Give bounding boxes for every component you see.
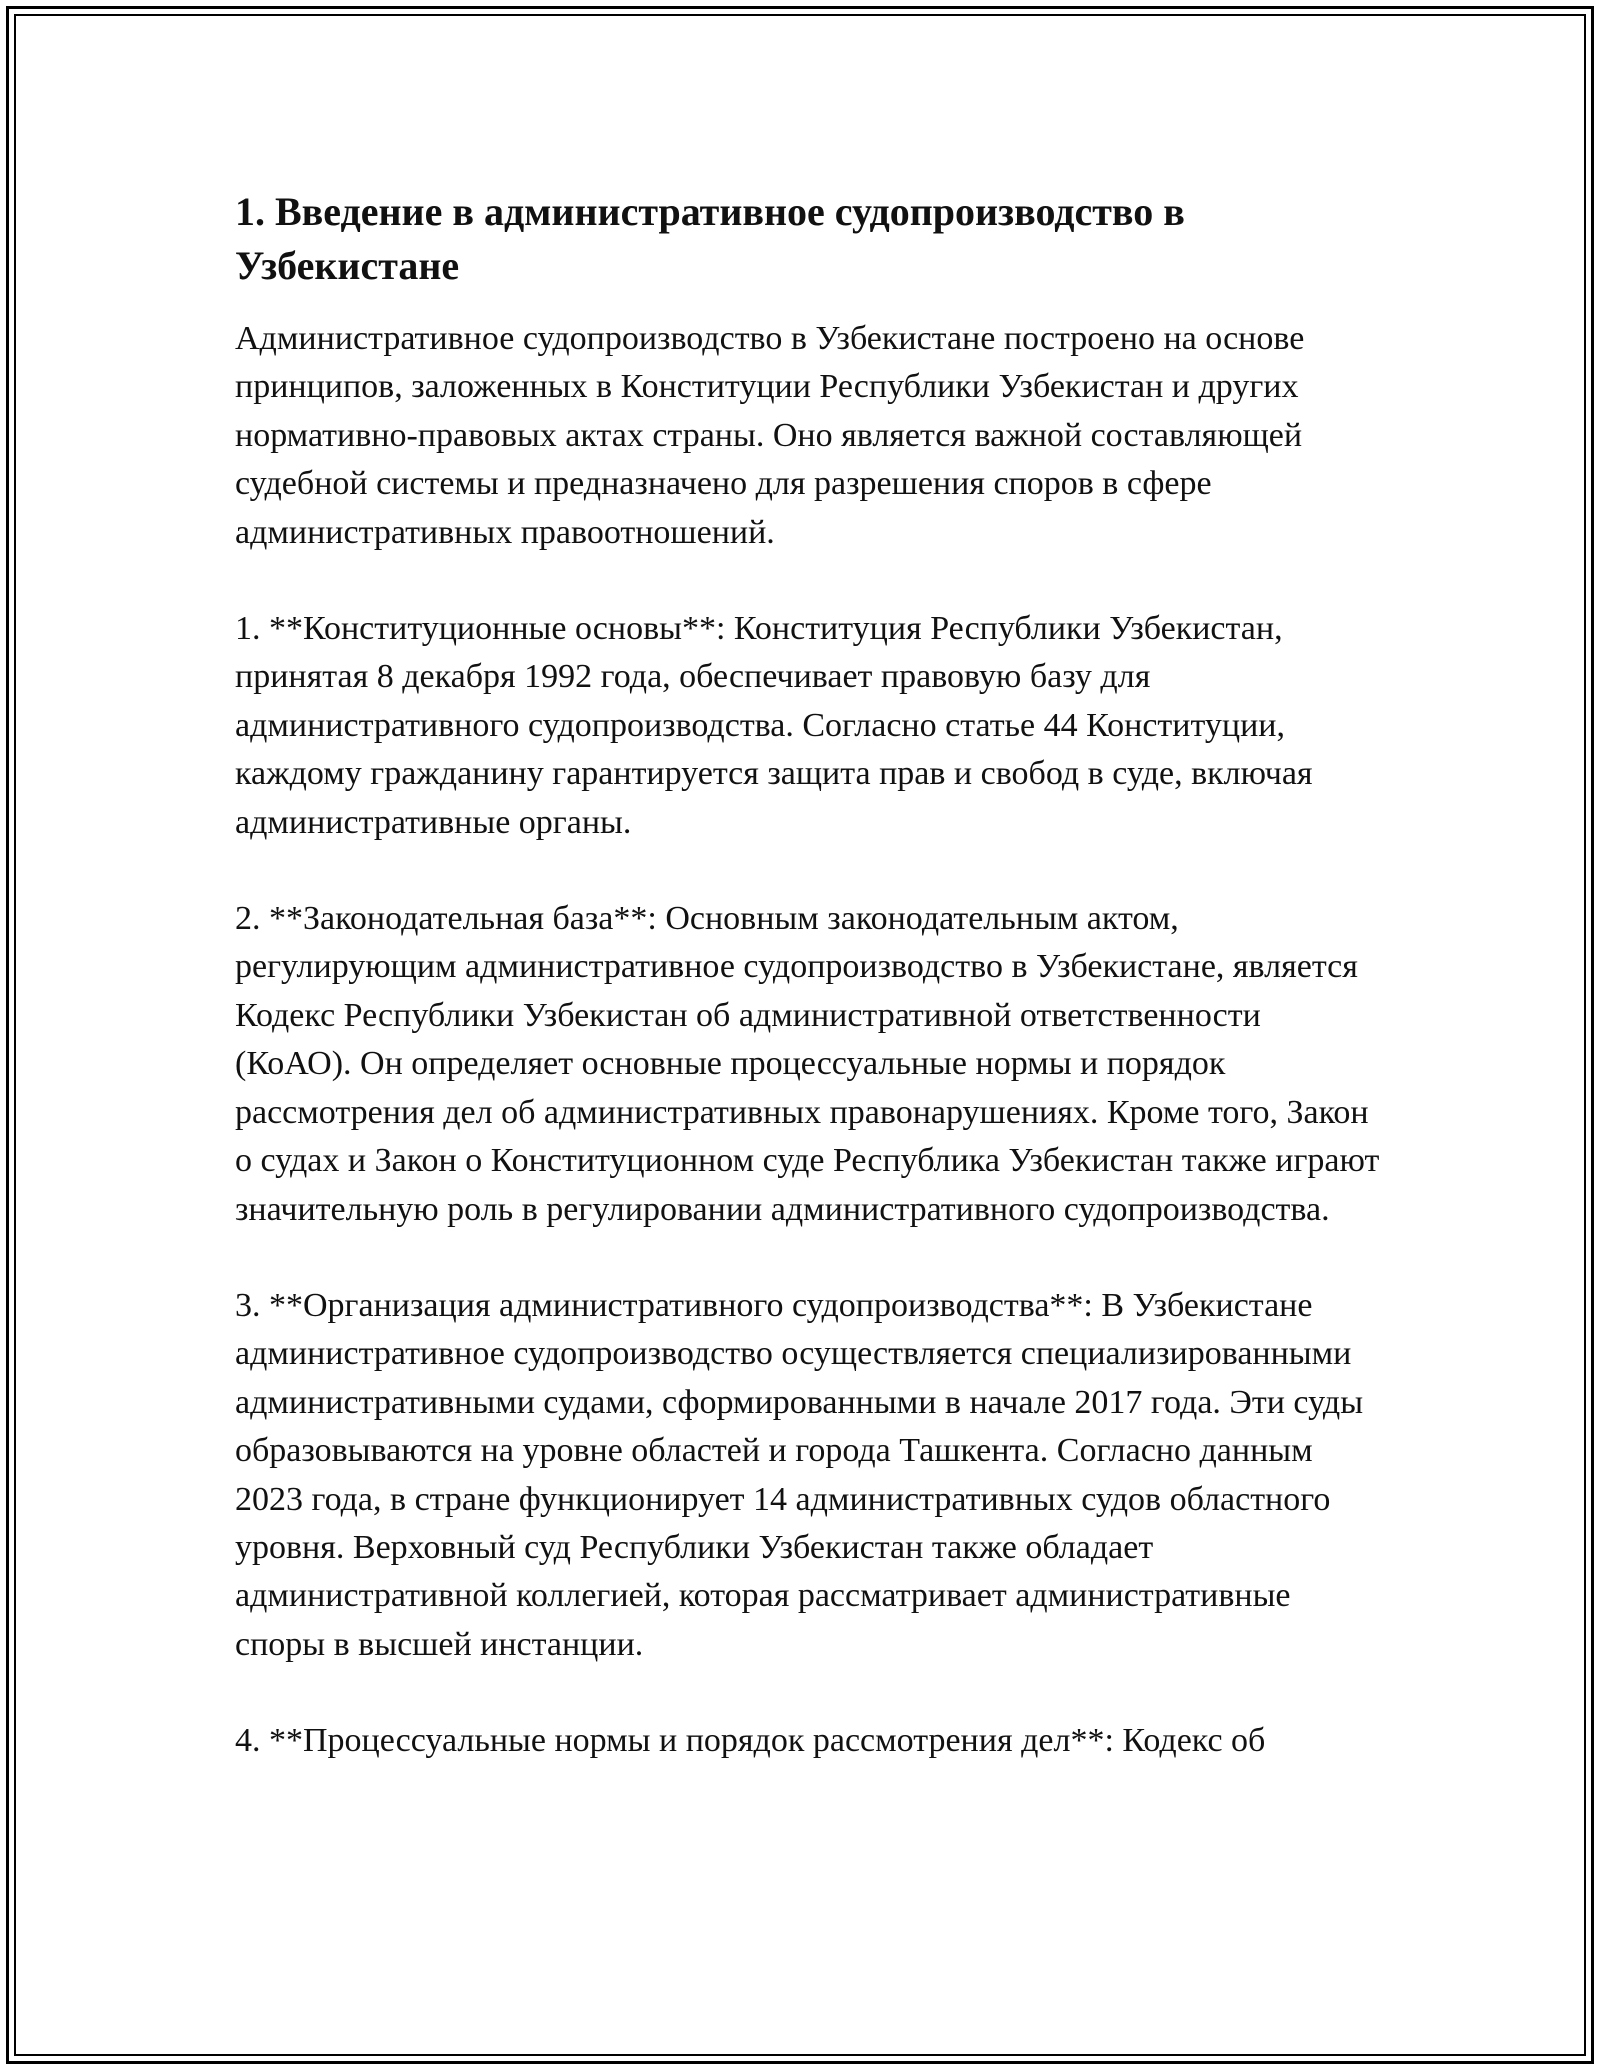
section-title: 1. Введение в административное судопроизводство в Узбекистане <box>235 189 1185 288</box>
paragraph-legislative-basis: 2. **Законодательная база**: Основным законодательным актом, регулирующим административное судопроизводство в Узбекистане, является Кодекс Республики Узбекистан об административной ответственности (КоАО). Он определяет основные процессуальные нормы и порядок рассмотрения дел об административных правонарушениях. Кроме того, Закон о судах и Закон о Конституционном суде Республика Узбекистан также играют значительную роль в регулировании административного судопроизводства. <box>235 900 1380 1228</box>
paragraph-court-organization: 3. **Организация административного судопроизводства**: В Узбекистане административное судопроизводство осуществляется специализированными административными судами, сформированными в начале 2017 года. Эти суды образовываются на уровне областей и города Ташкента. Согласно данным 2023 года, в стране функционирует 14 административных судов областного уровня. Верховный суд Республики Узбекистан также обладает административной коллегией, которая рассматривает административные споры в высшей инстанции. <box>235 1286 1364 1663</box>
intro-paragraph: Административное судопроизводство в Узбекистане построено на основе принципов, заложенных в Конституции Республики Узбекистан и других нормативно-правовых актах страны. Оно является важной составляющей судебной системы и предназначено для разрешения споров в сфере административных правоотношений. <box>235 320 1305 551</box>
paragraph-constitutional-basis: 1. **Конституционные основы**: Конституция Республики Узбекистан, принятая 8 декабря 1992 года, обеспечивает правовую базу для административного судопроизводства. Согласно статье 44 Конституции, каждому гражданину гарантируется защита прав и свобод в суде, включая административные органы. <box>235 610 1313 841</box>
paragraph-procedural-norms: 4. **Процессуальные нормы и порядок рассмотрения дел**: Кодекс об <box>235 1722 1266 1760</box>
document-body <box>235 185 1380 1814</box>
